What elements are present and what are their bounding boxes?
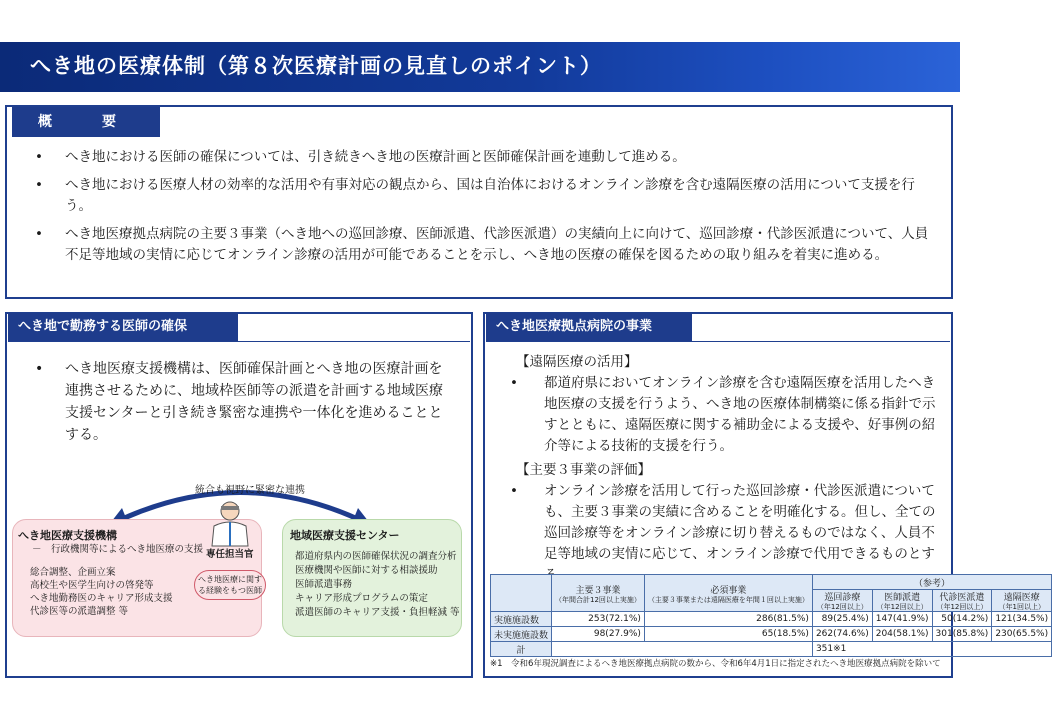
overview-bullet-text: へき地における医師の確保については、引き続きへき地の医療計画と医師確保計画を連動して進める。 <box>65 149 686 165</box>
table-row-label: 未実施施設数 <box>491 627 552 642</box>
experienced-doctor-bubble: へき地医療に関する経験をもつ医師 <box>194 570 266 600</box>
table-total-value: 351※1 <box>812 642 1051 657</box>
table-header-main <box>552 575 645 612</box>
evaluation-text: オンライン診療を活用して行った巡回診療・代診医派遣についても、主要３事業の実績に含めることを明確化する。但し、全ての巡回診療等をオンライン診療に切り替えるものではなく、人員不足等地域の実情に応じて、オンライン診療で代用できるものとす <box>544 483 936 562</box>
ref-col-sub: （年12回以上） <box>936 603 988 611</box>
right-section-divider <box>486 341 950 342</box>
regional-support-center-title: 地域医療支援センター <box>290 529 400 542</box>
table-header-required-label: 必須事業 <box>710 585 747 596</box>
ref-col-sub: （年1回以上） <box>998 603 1045 611</box>
ref-col-sub: （年12回以上） <box>816 603 868 611</box>
remote-medicine-text: 都道府県においてオンライン診療を含む遠隔医療を活用したへき地医療の支援を行うよう、へき地の医療体制構築に係る指針で示すとともに、遠隔医療に関する補助金による支援や、好事例の紹介等による技術的支援を行う。 <box>544 375 936 454</box>
left-section-header: へき地で勤務する医師の確保 <box>8 313 238 341</box>
ref-col-label: 代診医派遣 <box>939 593 985 603</box>
overview-bullet-text: へき地における医療人材の効率的な活用や有事対応の観点から、国は自治体におけるオンライン診療を含む遠隔医療の活用について支援を行う。 <box>65 177 915 214</box>
table-header-ref-col <box>932 590 992 612</box>
table-cell: 121(34.5%) <box>992 612 1052 627</box>
table-cell: 286(81.5%) <box>644 612 812 627</box>
page-title: へき地の医療体制（第８次医療計画の見直しのポイント） <box>30 54 602 78</box>
support-organization-item: 総合調整、企画立案 <box>30 567 116 578</box>
bullet-dot: • <box>35 149 43 165</box>
table-corner-cell <box>491 575 552 612</box>
regional-support-center-item: 医師派遣事務 <box>295 579 353 590</box>
doctor-icon <box>206 500 254 546</box>
bullet-dot: • <box>35 226 43 242</box>
evaluation-table <box>490 574 1052 657</box>
ref-col-label: 遠隔医療 <box>1003 593 1040 603</box>
regional-support-center-item: 医療機関や医師に対する相談援助 <box>295 565 438 576</box>
table-row-label: 実施施設数 <box>491 612 552 627</box>
table-header-required <box>644 575 812 612</box>
support-organization-item: へき地勤務医のキャリア形成支援 <box>30 593 173 604</box>
bullet-dot: • <box>35 177 43 193</box>
table-cell: 65(18.5%) <box>644 627 812 642</box>
regional-support-center-item: 都道府県内の医師確保状況の調査分析 <box>295 551 457 562</box>
ref-col-label: 医師派遣 <box>884 593 921 603</box>
table-total-row <box>491 642 1052 657</box>
bullet-dot: • <box>510 483 518 499</box>
table-header-main-sub: （年間合計12回以上実施） <box>555 595 641 604</box>
table-header-required-sub: （主要３事業または遠隔医療を年間１回以上実施） <box>647 595 809 604</box>
table-cell: 89(25.4%) <box>812 612 872 627</box>
table-footnote: ※1 令和6年現況調査によるへき地医療拠点病院の数から、令和6年4月1日に指定されたへき地医療拠点病院を除いて <box>490 659 941 669</box>
right-section-header: へき地医療拠点病院の事業 <box>486 313 692 341</box>
table-cell: 301(85.8%) <box>932 627 992 642</box>
left-bullet-text: へき地医療支援機構は、医師確保計画とへき地の医療計画を連携させるために、地域枠医師等の派遣を計画する地域医療支援センターと引き続き緊密な連携や一体化を進めることとする。 <box>65 361 443 443</box>
evaluation-subtitle: 【主要３事業の評価】 <box>516 462 651 478</box>
table-cell: 147(41.9%) <box>872 612 932 627</box>
support-organization-subtitle: － 行政機関等によるへき地医療の支援 <box>32 544 204 555</box>
support-organization-title: へき地医療支援機構 <box>18 529 117 542</box>
table-total-label: 計 <box>491 642 552 657</box>
table-cell: 50(14.2%) <box>932 612 992 627</box>
regional-support-center-item: 派遣医師のキャリア支援・負担軽減 等 <box>295 607 460 618</box>
table-cell: 253(72.1%) <box>552 612 645 627</box>
table-header-row <box>491 575 1052 590</box>
overview-bullet-text: へき地医療拠点病院の主要３事業（へき地への巡回診療、医師派遣、代診医派遣）の実績向上に向けて、巡回診療・代診医派遣について、人員不足等地域の実情に応じてオンライン診療の活用が可能であることを示し、へき地の医療の確保を図るための取り組みを着実に進める。 <box>65 226 929 263</box>
ref-col-sub: （年12回以上） <box>876 603 928 611</box>
left-section-divider <box>8 341 470 342</box>
remote-medicine-subtitle: 【遠隔医療の活用】 <box>516 354 638 370</box>
table-header-reference: （参考） <box>812 575 1051 590</box>
arrow-label: 統合も視野に緊密な連携 <box>195 485 305 496</box>
table-cell: 98(27.9%) <box>552 627 645 642</box>
table-row <box>491 612 1052 627</box>
table-row <box>491 627 1052 642</box>
table-total-empty <box>552 642 813 657</box>
support-organization-item: 代診医等の派遣調整 等 <box>30 606 129 617</box>
table-cell: 262(74.6%) <box>812 627 872 642</box>
table-header-ref-col <box>992 590 1052 612</box>
table-header-ref-col <box>812 590 872 612</box>
overview-tab: 概 要 <box>12 107 160 137</box>
table-cell: 230(65.5%) <box>992 627 1052 642</box>
regional-support-center-item: キャリア形成プログラムの策定 <box>295 593 428 604</box>
table-header-ref-col <box>872 590 932 612</box>
table-header-main-label: 主要３事業 <box>575 585 621 596</box>
dedicated-officer-label: 専任担当官 <box>206 549 254 560</box>
table-cell: 204(58.1%) <box>872 627 932 642</box>
ref-col-label: 巡回診療 <box>824 593 861 603</box>
bullet-dot: • <box>35 361 44 377</box>
support-organization-item: 高校生や医学生向けの啓発等 <box>30 580 154 591</box>
bullet-dot: • <box>510 375 518 391</box>
